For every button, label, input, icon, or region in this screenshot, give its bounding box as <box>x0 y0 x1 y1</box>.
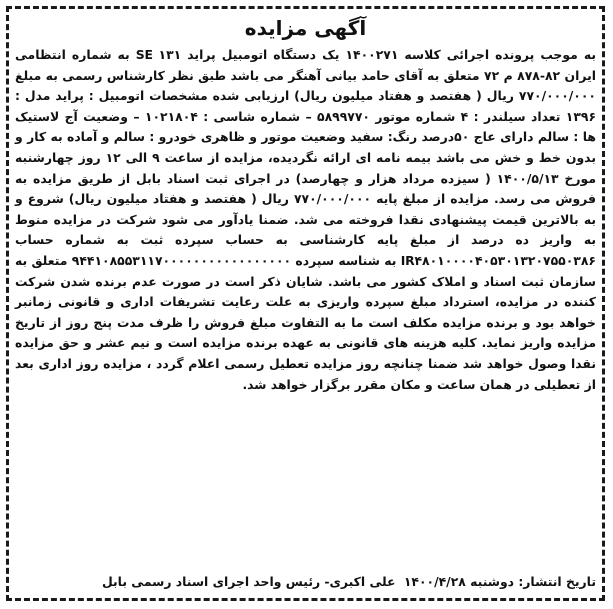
auction-notice <box>6 6 605 601</box>
notice-title: آگهی مزایده <box>244 16 367 40</box>
publish-date: تاریخ انتشار: دوشنبه ۱۴۰۰/۴/۲۸ <box>403 574 596 589</box>
notice-content <box>13 13 598 594</box>
signature: علی اکبری- رئیس واحد اجرای اسناد رسمی بابل <box>101 574 396 589</box>
notice-footer <box>15 572 596 592</box>
notice-body: به موجب پرونده اجرائی کلاسه ۱۴۰۰۲۷۱ یک دستگاه اتومبیل پراید SE ۱۳۱ به شماره انتظامی ایران ۸۲-۸۷۸ م ۷۲ متعلق به آقای حامد بیانی آهنگر می باشد طبق نظر کارشناس رسمی به مبلغ ۷۷۰/۰۰۰/۰۰۰ ریال ( هفتصد و هفتاد میلیون ریال) ارزیابی شده مشخصات اتومبیل : پراید مدل : ۱۳۹۶ تعداد سیلندر : ۴ شماره موتور ۵۸۹۹۷۷۰ – شماره شاسی : ۱۰۲۱۸۰۴ – وضعیت آج لاستیک ها : سالم دارای عاج ۵۰درصد رنگ: سفید وضعیت موتور و ظاهری خودرو : سالم و آماده به کار و بدون خط و خش می باشد بیمه نامه ای ارائه نگردیده، مزایده از ساعت ۹ الی ۱۲ روز چهارشنبه مورخ ۱۴۰۰/۵/۱۳ ( سیزده مرداد هزار و چهارصد) در اجرای ثبت اسناد بابل از طریق مزایده به فروش می رسد. مزایده از مبلغ پایه ۷۷۰/۰۰۰/۰۰۰ ریال ( هفتصد و هفتاد میلیون ریال) شروع و به بالاترین قیمت پیشنهادی نقدا فروخته می شد. ضمنا یادآور می شود شرکت در مزایده منوط به واریز ده درصد از مبلغ پایه کارشناسی به حساب سپرده ثبت به شماره حساب IR۴۸۰۱۰۰۰۰۴۰۵۳۰۱۳۲۰۷۵۵۰۳۸۶ به شناسه سپرده ۹۴۴۱۰۸۵۵۳۱۱۷۰۰۰۰۰۰۰۰۰۰۰۰۰۰۰۰۰ متعلق به سازمان ثبت اسناد و املاک کشور می باشد. شایان ذکر است در صورت عدم برنده شدن شرکت کننده در مزایده، استرداد مبلغ سپرده واریزی به علت رعایت تشریفات اداری و قانونی زمانبر خواهد بود و برنده مزایده مکلف است ما به التفاوت مبلغ فروش را ظرف مدت پنج روز از تاریخ مزایده واریز نماید. کلیه هزینه های قانونی به عهده برنده مزایده است و نیم عشر و حق مزایده نقدا وصول خواهد شد ضمنا چنانچه روز مزایده تعطیل رسمی اعلام گردد ، مزایده روز اداری بعد از تعطیلی در همان ساعت و مکان مقرر برگزار خواهد شد. <box>15 47 597 392</box>
